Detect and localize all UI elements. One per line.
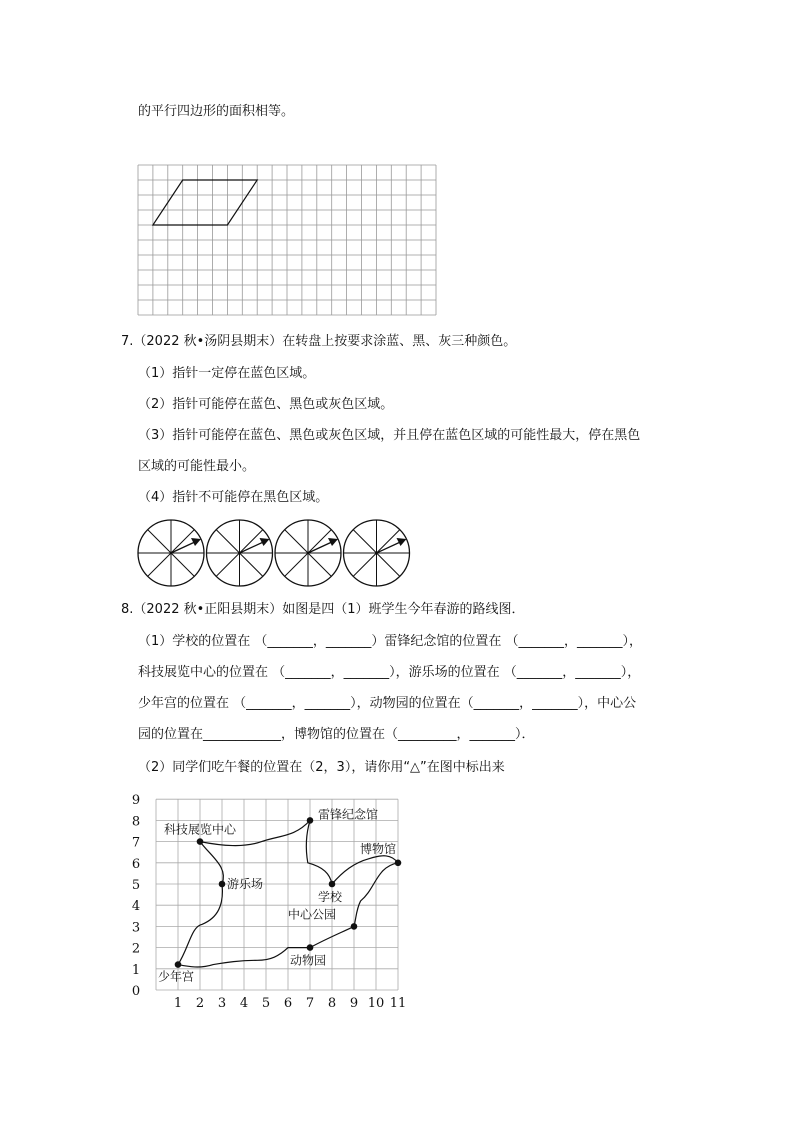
map-point-label: 中心公园 — [288, 907, 337, 922]
pointer-arrowhead — [191, 538, 201, 546]
route-map-chart — [120, 780, 420, 1020]
y-tick-label: 1 — [131, 962, 141, 978]
x-tick-label: 8 — [327, 996, 337, 1011]
q7-item-4: （4）指针不可能停在黑色区域。 — [138, 490, 329, 505]
q8-title: 8.（2022 秋•正阳县期末）如图是四（1）班学生今年春游的路线图． — [121, 602, 525, 617]
q8-line-5: （2）同学们吃午餐的位置在（2，3），请你用“△”在图中标出来 — [138, 760, 505, 775]
y-tick-label: 0 — [131, 984, 141, 999]
map-point-label: 少年宫 — [158, 969, 195, 984]
q7-item-3: （3）指针可能停在蓝色、黑色或灰色区域，并且停在蓝色区域的可能性最大，停在黑色 — [138, 428, 641, 443]
map-point-label: 动物园 — [290, 953, 327, 968]
y-tick-label: 5 — [131, 878, 141, 893]
x-tick-label: 11 — [389, 996, 407, 1011]
pointer-arrowhead — [328, 538, 338, 546]
map-point-label: 雷锋纪念馆 — [318, 807, 379, 822]
spinner-pointer — [240, 541, 266, 553]
map-point-label: 科技展览中心 — [164, 822, 237, 837]
x-tick-label: 9 — [349, 996, 359, 1011]
y-tick-label: 7 — [131, 835, 141, 851]
x-tick-label: 2 — [195, 996, 205, 1011]
map-point — [307, 817, 314, 824]
x-tick-label: 6 — [283, 996, 293, 1011]
intro-text: 的平行四边形的面积相等。 — [138, 104, 295, 119]
map-point — [351, 923, 358, 930]
y-tick-label: 8 — [131, 814, 141, 830]
map-point — [175, 961, 182, 968]
x-tick-label: 5 — [261, 996, 271, 1011]
spinner-pointer — [171, 541, 197, 553]
q7-item-1: （1）指针一定停在蓝色区域。 — [138, 366, 316, 381]
route-path — [332, 856, 398, 884]
spinner-pointer — [377, 541, 403, 553]
q8-line-2: 科技展览中心的位置在 （_______，_______），游乐场的位置在 （_______，_______）， — [138, 665, 641, 680]
spinner-pointer — [308, 541, 334, 553]
q7-title: 7.（2022 秋•汤阴县期末）在转盘上按要求涂蓝、黑、灰三种颜色。 — [121, 334, 517, 349]
map-point — [307, 944, 314, 951]
y-tick-label: 6 — [131, 856, 141, 872]
x-tick-label: 4 — [239, 996, 249, 1011]
q7-item-2: （2）指针可能停在蓝色、黑色或灰色区域。 — [138, 397, 394, 412]
pointer-arrowhead — [397, 538, 407, 546]
y-tick-label: 4 — [131, 899, 141, 915]
map-point — [329, 881, 336, 888]
x-tick-label: 3 — [217, 996, 227, 1011]
map-point — [197, 838, 204, 845]
parallelogram-grid — [138, 165, 438, 320]
map-point-label: 游乐场 — [227, 877, 264, 891]
q7-item-3-cont: 区域的可能性最小。 — [138, 459, 256, 474]
map-point — [395, 860, 402, 867]
x-tick-label: 1 — [173, 996, 183, 1011]
y-tick-label: 2 — [131, 941, 141, 957]
y-tick-label: 3 — [131, 920, 141, 936]
y-tick-label: 9 — [131, 793, 141, 809]
map-point-label: 博物馆 — [360, 841, 397, 856]
map-point — [219, 881, 226, 888]
q8-line-3: 少年宫的位置在 （_______，_______），动物园的位置在（_______，_______），中心公 — [138, 696, 637, 711]
pointer-arrowhead — [260, 538, 270, 546]
parallelogram-shape — [153, 180, 257, 225]
x-tick-label: 7 — [305, 996, 315, 1011]
map-point-label: 学校 — [318, 890, 343, 904]
q8-line-4: 园的位置在____________，博物馆的位置在（_________，_______）． — [138, 727, 535, 742]
spinner-row — [136, 518, 416, 590]
x-tick-label: 10 — [367, 996, 385, 1011]
q8-line-1: （1）学校的位置在 （_______，_______）雷锋纪念馆的位置在 （_______，_______）， — [138, 634, 643, 649]
